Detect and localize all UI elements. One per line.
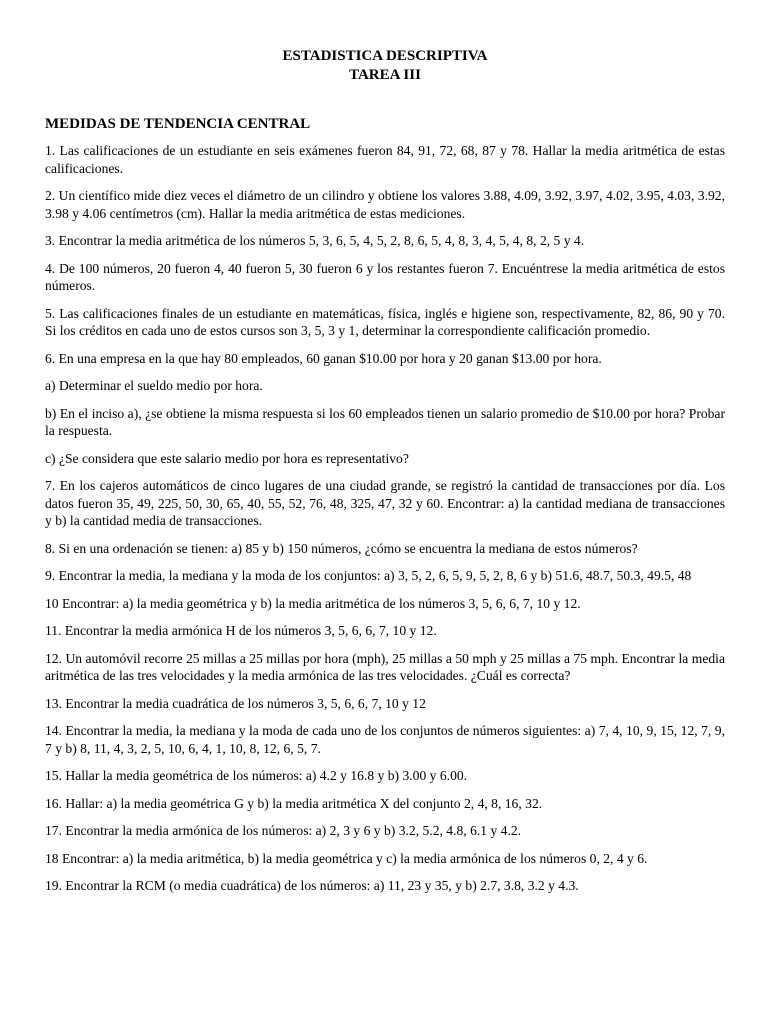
exercise-9: 9. Encontrar la media, la mediana y la moda de los conjuntos: a) 3, 5, 2, 6, 5, 9, 5, 2, 8, 6 y b) 51.6, 48.7, 50.3, 49.5, 48 <box>45 568 692 583</box>
exercise-15: 15. Hallar la media geométrica de los números: a) 4.2 y 16.8 y b) 3.00 y 6.00. <box>45 768 468 783</box>
exercise-6b: b) En el inciso a), ¿se obtiene la misma respuesta si los 60 empleados tienen un salario promedio de $10.00 por hora? Probar la respuesta. <box>45 405 725 438</box>
document-subtitle: TAREA III <box>349 67 421 83</box>
section-title: MEDIDAS DE TENDENCIA CENTRAL <box>45 116 311 132</box>
exercise-10: 10 Encontrar: a) la media geométrica y b) la media aritmética de los números 3, 5, 6, 6, 7, 10 y 12. <box>45 595 581 611</box>
exercise-14: 14. Encontrar la media, la mediana y la moda de cada uno de los conjuntos de números siguientes: a) 7, 4, 10, 9, 15, 12, 7, 9, 7 y b) 8, 11, 4, 3, 2, 5, 10, 6, 4, 1, 10, 8, 12, 6, 5, 7. <box>45 723 725 756</box>
exercise-13: 13. Encontrar la media cuadrática de los números 3, 5, 6, 6, 7, 10 y 12 <box>45 695 426 711</box>
exercise-17: 17. Encontrar la media armónica de los números: a) 2, 3 y 6 y b) 3.2, 5.2, 4.8, 6.1 y 4.2. <box>45 823 522 838</box>
exercise-7: 7. En los cajeros automáticos de cinco lugares de una ciudad grande, se registró la cantidad de transacciones por día. Los datos fueron 35, 49, 225, 50, 30, 65, 40, 55, 52, 76, 48, 325, 47, 32 y 60. Encontrar: a) la cantidad mediana de transacciones y b) la cantidad media de transacciones. <box>45 478 725 528</box>
exercise-18: 18 Encontrar: a) la media aritmética, b) la media geométrica y c) la media armónica de los números 0, 2, 4 y 6. <box>45 850 648 866</box>
exercise-3: 3. Encontrar la media aritmética de los números 5, 3, 6, 5, 4, 5, 2, 8, 6, 5, 4, 8, 3, 4, 5, 4, 8, 2, 5 y 4. <box>45 233 585 248</box>
exercise-2: 2. Un científico mide diez veces el diámetro de un cilindro y obtiene los valores 3.88, 4.09, 3.92, 3.97, 4.02, 3.95, 4.03, 3.92, 3.98 y 4.06 centímetros (cm). Hallar la media aritmética de estas mediciones. <box>45 188 725 221</box>
exercise-6: 6. En una empresa en la que hay 80 empleados, 60 ganan $10.00 por hora y 20 ganan $13.00 por hora. <box>45 350 602 366</box>
exercise-6a: a) Determinar el sueldo medio por hora. <box>45 378 263 393</box>
exercise-12: 12. Un automóvil recorre 25 millas a 25 millas por hora (mph), 25 millas a 50 mph y 25 millas a 75 mph. Encontrar la media aritmética de las tres velocidades y la media armónica de las tres velocidades. ¿Cuál es correcta? <box>45 650 725 683</box>
exercise-6c: c) ¿Se considera que este salario medio por hora es representativo? <box>45 450 409 466</box>
document-page <box>45 47 725 905</box>
exercise-16: 16. Hallar: a) la media geométrica G y b) la media aritmética X del conjunto 2, 4, 8, 16, 32. <box>45 795 543 811</box>
exercise-5: 5. Las calificaciones finales de un estudiante en matemáticas, física, inglés e higiene son, respectivamente, 82, 86, 90 y 70. Si los créditos en cada uno de estos cursos son 3, 5, 3 y 1, determinar la correspondiente calificación promedio. <box>45 305 725 338</box>
exercise-1: 1. Las calificaciones de un estudiante en seis exámenes fueron 84, 91, 72, 68, 87 y 78. Hallar la media aritmética de estas calificaciones. <box>45 143 725 176</box>
exercise-4: 4. De 100 números, 20 fueron 4, 40 fueron 5, 30 fueron 6 y los restantes fueron 7. Encuéntrese la media aritmética de estos números. <box>45 260 725 293</box>
exercise-19: 19. Encontrar la RCM (o media cuadrática) de los números: a) 11, 23 y 35, y b) 2.7, 3.8, 3.2 y 4.3. <box>45 878 579 893</box>
exercise-11: 11. Encontrar la media armónica H de los números 3, 5, 6, 6, 7, 10 y 12. <box>45 623 437 638</box>
exercise-8: 8. Si en una ordenación se tienen: a) 85 y b) 150 números, ¿cómo se encuentra la mediana de estos números? <box>45 540 638 556</box>
document-title: ESTADISTICA DESCRIPTIVA <box>282 48 488 64</box>
